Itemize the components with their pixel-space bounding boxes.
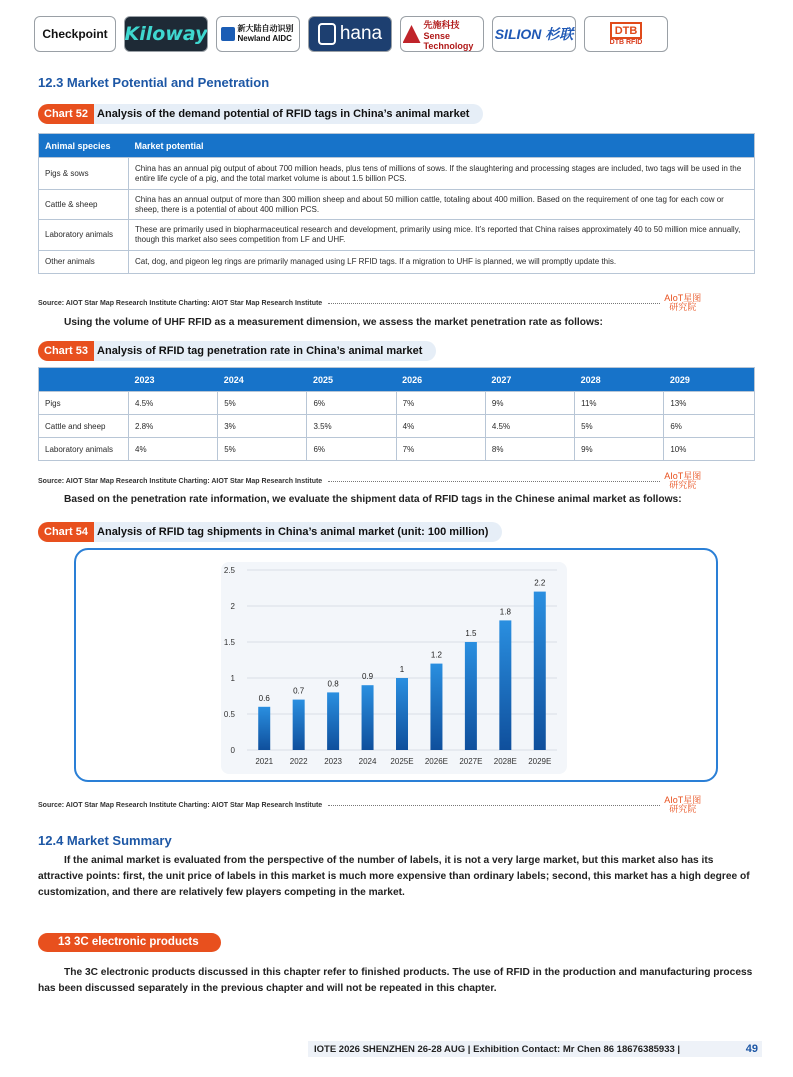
- species-cell: Pigs & sows: [39, 158, 129, 190]
- logo-bar: [34, 16, 668, 52]
- uhf-paragraph: Using the volume of UHF RFID as a measurement dimension, we assess the market penetration rate as follows:: [64, 317, 603, 328]
- x-tick-label: 2021: [255, 757, 274, 766]
- source-text: Source: AIOT Star Map Research Institute Charting: AIOT Star Map Research Institute: [38, 299, 323, 307]
- species-cell: Cattle & sheep: [39, 190, 129, 220]
- section-13-heading: 13 3C electronic products: [38, 933, 221, 952]
- hana-mark-icon: [318, 23, 336, 45]
- table-cell: 4.5%: [485, 415, 574, 438]
- source-divider: [328, 481, 660, 482]
- bar: [293, 700, 305, 750]
- potential-cell: China has an annual output of more than 300 million sheep and about 50 million cattle, totaling about 400 million. Based on the requirement of one tag for each cow or sheep, there is a potential of about 400 million PCS.: [129, 190, 755, 220]
- chart52-badge: Chart 52: [38, 104, 94, 124]
- table-cell: 8%: [485, 438, 574, 461]
- y-tick-label: 0.5: [223, 710, 235, 719]
- table-row: [39, 158, 755, 190]
- table-cell: 10%: [664, 438, 755, 461]
- row-label: Cattle and sheep: [39, 415, 129, 438]
- chart54-plot-panel: [221, 562, 567, 774]
- potential-cell: These are primarily used in biopharmaceutical research and development, primarily using mice. It’s reported that China raises approximately 40 to 50 million mice annually, though this market also sees competition from LF and UHF.: [129, 220, 755, 251]
- table-cell: 13%: [664, 392, 755, 415]
- x-tick-label: 2029E: [528, 757, 552, 766]
- column-header: 2025: [307, 368, 396, 392]
- y-tick-label: 0: [230, 746, 235, 755]
- bar-value-label: 1: [399, 665, 405, 674]
- bar-value-label: 0.9: [361, 672, 374, 682]
- x-tick-label: 2024: [358, 757, 377, 766]
- bar: [499, 620, 511, 750]
- x-tick-label: 2028E: [493, 757, 517, 766]
- bar: [362, 685, 374, 750]
- checkpoint-logo: Checkpoint: [34, 16, 116, 52]
- hana-logo: hana: [308, 16, 392, 52]
- x-tick-label: 2023: [324, 757, 343, 766]
- y-tick-label: 1: [230, 674, 235, 683]
- dtb-logo: DTB DTB RFID: [584, 16, 668, 52]
- species-cell: Laboratory animals: [39, 220, 129, 251]
- chart53-table: [38, 367, 755, 461]
- bar-value-label: 0.8: [327, 679, 339, 689]
- y-tick-label: 1.5: [223, 638, 235, 647]
- table-row: [39, 438, 755, 461]
- chart52-title: Analysis of the demand potential of RFID tags in China’s animal market: [97, 108, 470, 120]
- table-row: [39, 392, 755, 415]
- potential-cell: Cat, dog, and pigeon leg rings are primarily managed using LF RFID tags. If a migration to UHF is planned, we will promptly update this.: [129, 251, 755, 274]
- table-cell: 6%: [664, 415, 755, 438]
- bar: [534, 592, 546, 750]
- table-cell: 6%: [307, 392, 396, 415]
- newland-mark-icon: [221, 27, 235, 41]
- bar: [258, 707, 270, 750]
- chart54-svg: [221, 562, 567, 774]
- chart53-source: [38, 472, 701, 490]
- table-cell: 6%: [307, 438, 396, 461]
- source-divider: [328, 303, 660, 304]
- table-cell: 3%: [218, 415, 307, 438]
- table-cell: 5%: [218, 392, 307, 415]
- chart54-title-bar: [38, 522, 502, 542]
- bar: [396, 678, 408, 750]
- chart53-title: Analysis of RFID tag penetration rate in China’s animal market: [97, 345, 423, 357]
- bar: [430, 664, 442, 750]
- section-13-paragraph: The 3C electronic products discussed in this chapter refer to finished products. The use of RFID in the production and manufacturing process has been discussed separately in the previous chapter and will not be repeated in this chapter.: [38, 967, 753, 994]
- column-header: 2029: [664, 368, 755, 392]
- bar-value-label: 0.7: [293, 686, 305, 696]
- bar-value-label: 0.6: [258, 693, 270, 703]
- table-cell: 5%: [218, 438, 307, 461]
- table-cell: 4%: [396, 415, 485, 438]
- chart52-table: [38, 133, 755, 274]
- aiot-starmap-logo: AIoT星图 研究院: [664, 293, 702, 312]
- bar-value-label: 1.5: [465, 629, 477, 638]
- market-summary-paragraph: If the animal market is evaluated from the perspective of the number of labels, it is not a very large market, but this market also has its attractive points: first, the unit price of labels in this market is much more expensive than ordinary labels; second, this market has a high degree of customization, and there are relatively few players competing in the market.: [38, 855, 750, 898]
- footer-text: IOTE 2026 SHENZHEN 26-28 AUG | Exhibition Contact: Mr Chen 86 18676385933 |: [314, 1043, 681, 1055]
- table-cell: 5%: [575, 415, 664, 438]
- table-cell: 3.5%: [307, 415, 396, 438]
- row-label: Laboratory animals: [39, 438, 129, 461]
- table-row: [39, 220, 755, 251]
- aiot-starmap-logo: AIoT星图 研究院: [664, 471, 702, 490]
- section-12-3-heading: 12.3 Market Potential and Penetration: [38, 75, 270, 90]
- chart53-title-bar: [38, 341, 436, 361]
- chart52-source: [38, 294, 701, 312]
- sense-logo: 先施科技 Sense Technology: [400, 16, 484, 52]
- row-label: Pigs: [39, 392, 129, 415]
- table-cell: 9%: [575, 438, 664, 461]
- chart54-frame: [74, 548, 718, 782]
- species-cell: Other animals: [39, 251, 129, 274]
- potential-cell: China has an annual pig output of about 700 million heads, plus tens of millions of sows. If the slaughtering and processing stages are included, two tags will be used in the entire life cycle of a pig, and the total market volume is about 1.5 billion PCS.: [129, 158, 755, 190]
- page-footer: [308, 1041, 762, 1057]
- table-cell: 7%: [396, 438, 485, 461]
- table-row: [39, 190, 755, 220]
- source-text: Source: AIOT Star Map Research Institute Charting: AIOT Star Map Research Institute: [38, 801, 323, 809]
- table-cell: 4%: [129, 438, 218, 461]
- table-cell: 2.8%: [129, 415, 218, 438]
- silion-logo: SILION 杉联: [492, 16, 576, 52]
- column-header: 2026: [396, 368, 485, 392]
- table-cell: 9%: [485, 392, 574, 415]
- column-header: 2023: [129, 368, 218, 392]
- chart54-title: Analysis of RFID tag shipments in China’s animal market (unit: 100 million): [97, 526, 489, 538]
- chart54-badge: Chart 54: [38, 522, 94, 542]
- column-header: 2028: [575, 368, 664, 392]
- x-tick-label: 2026E: [424, 757, 449, 766]
- aiot-starmap-logo: AIoT星图 研究院: [664, 795, 702, 814]
- bar: [327, 692, 339, 750]
- column-header-empty: [39, 368, 129, 392]
- kiloway-logo: Kiloway: [124, 16, 208, 52]
- column-header: Market potential: [129, 134, 755, 158]
- chart54-source: [38, 796, 701, 814]
- y-tick-label: 2: [230, 602, 235, 611]
- x-tick-label: 2027E: [459, 757, 483, 766]
- column-header: 2027: [485, 368, 574, 392]
- bar-value-label: 1.8: [499, 607, 511, 617]
- chart52-title-bar: [38, 104, 483, 124]
- sense-mark-icon: [403, 25, 421, 43]
- column-header: Animal species: [39, 134, 129, 158]
- table-cell: 7%: [396, 392, 485, 415]
- bar-value-label: 2.2: [534, 578, 546, 588]
- chart53-badge: Chart 53: [38, 341, 94, 361]
- page-number: 49: [745, 1043, 758, 1055]
- column-header: 2024: [218, 368, 307, 392]
- source-text: Source: AIOT Star Map Research Institute Charting: AIOT Star Map Research Institute: [38, 477, 323, 485]
- table-row: [39, 415, 755, 438]
- table-cell: 4.5%: [129, 392, 218, 415]
- shipment-paragraph: Based on the penetration rate information, we evaluate the shipment data of RFID tags in the Chinese animal market as follows:: [64, 494, 682, 505]
- y-tick-label: 2.5: [223, 566, 235, 575]
- bar-value-label: 1.2: [430, 650, 443, 660]
- bar: [465, 642, 477, 750]
- table-row: [39, 251, 755, 274]
- source-divider: [328, 805, 660, 806]
- x-tick-label: 2025E: [390, 757, 414, 766]
- table-cell: 11%: [575, 392, 664, 415]
- newland-logo: 新大陆自动识别 Newland AIDC: [216, 16, 300, 52]
- section-12-4-heading: 12.4 Market Summary: [38, 833, 172, 848]
- x-tick-label: 2022: [289, 757, 308, 766]
